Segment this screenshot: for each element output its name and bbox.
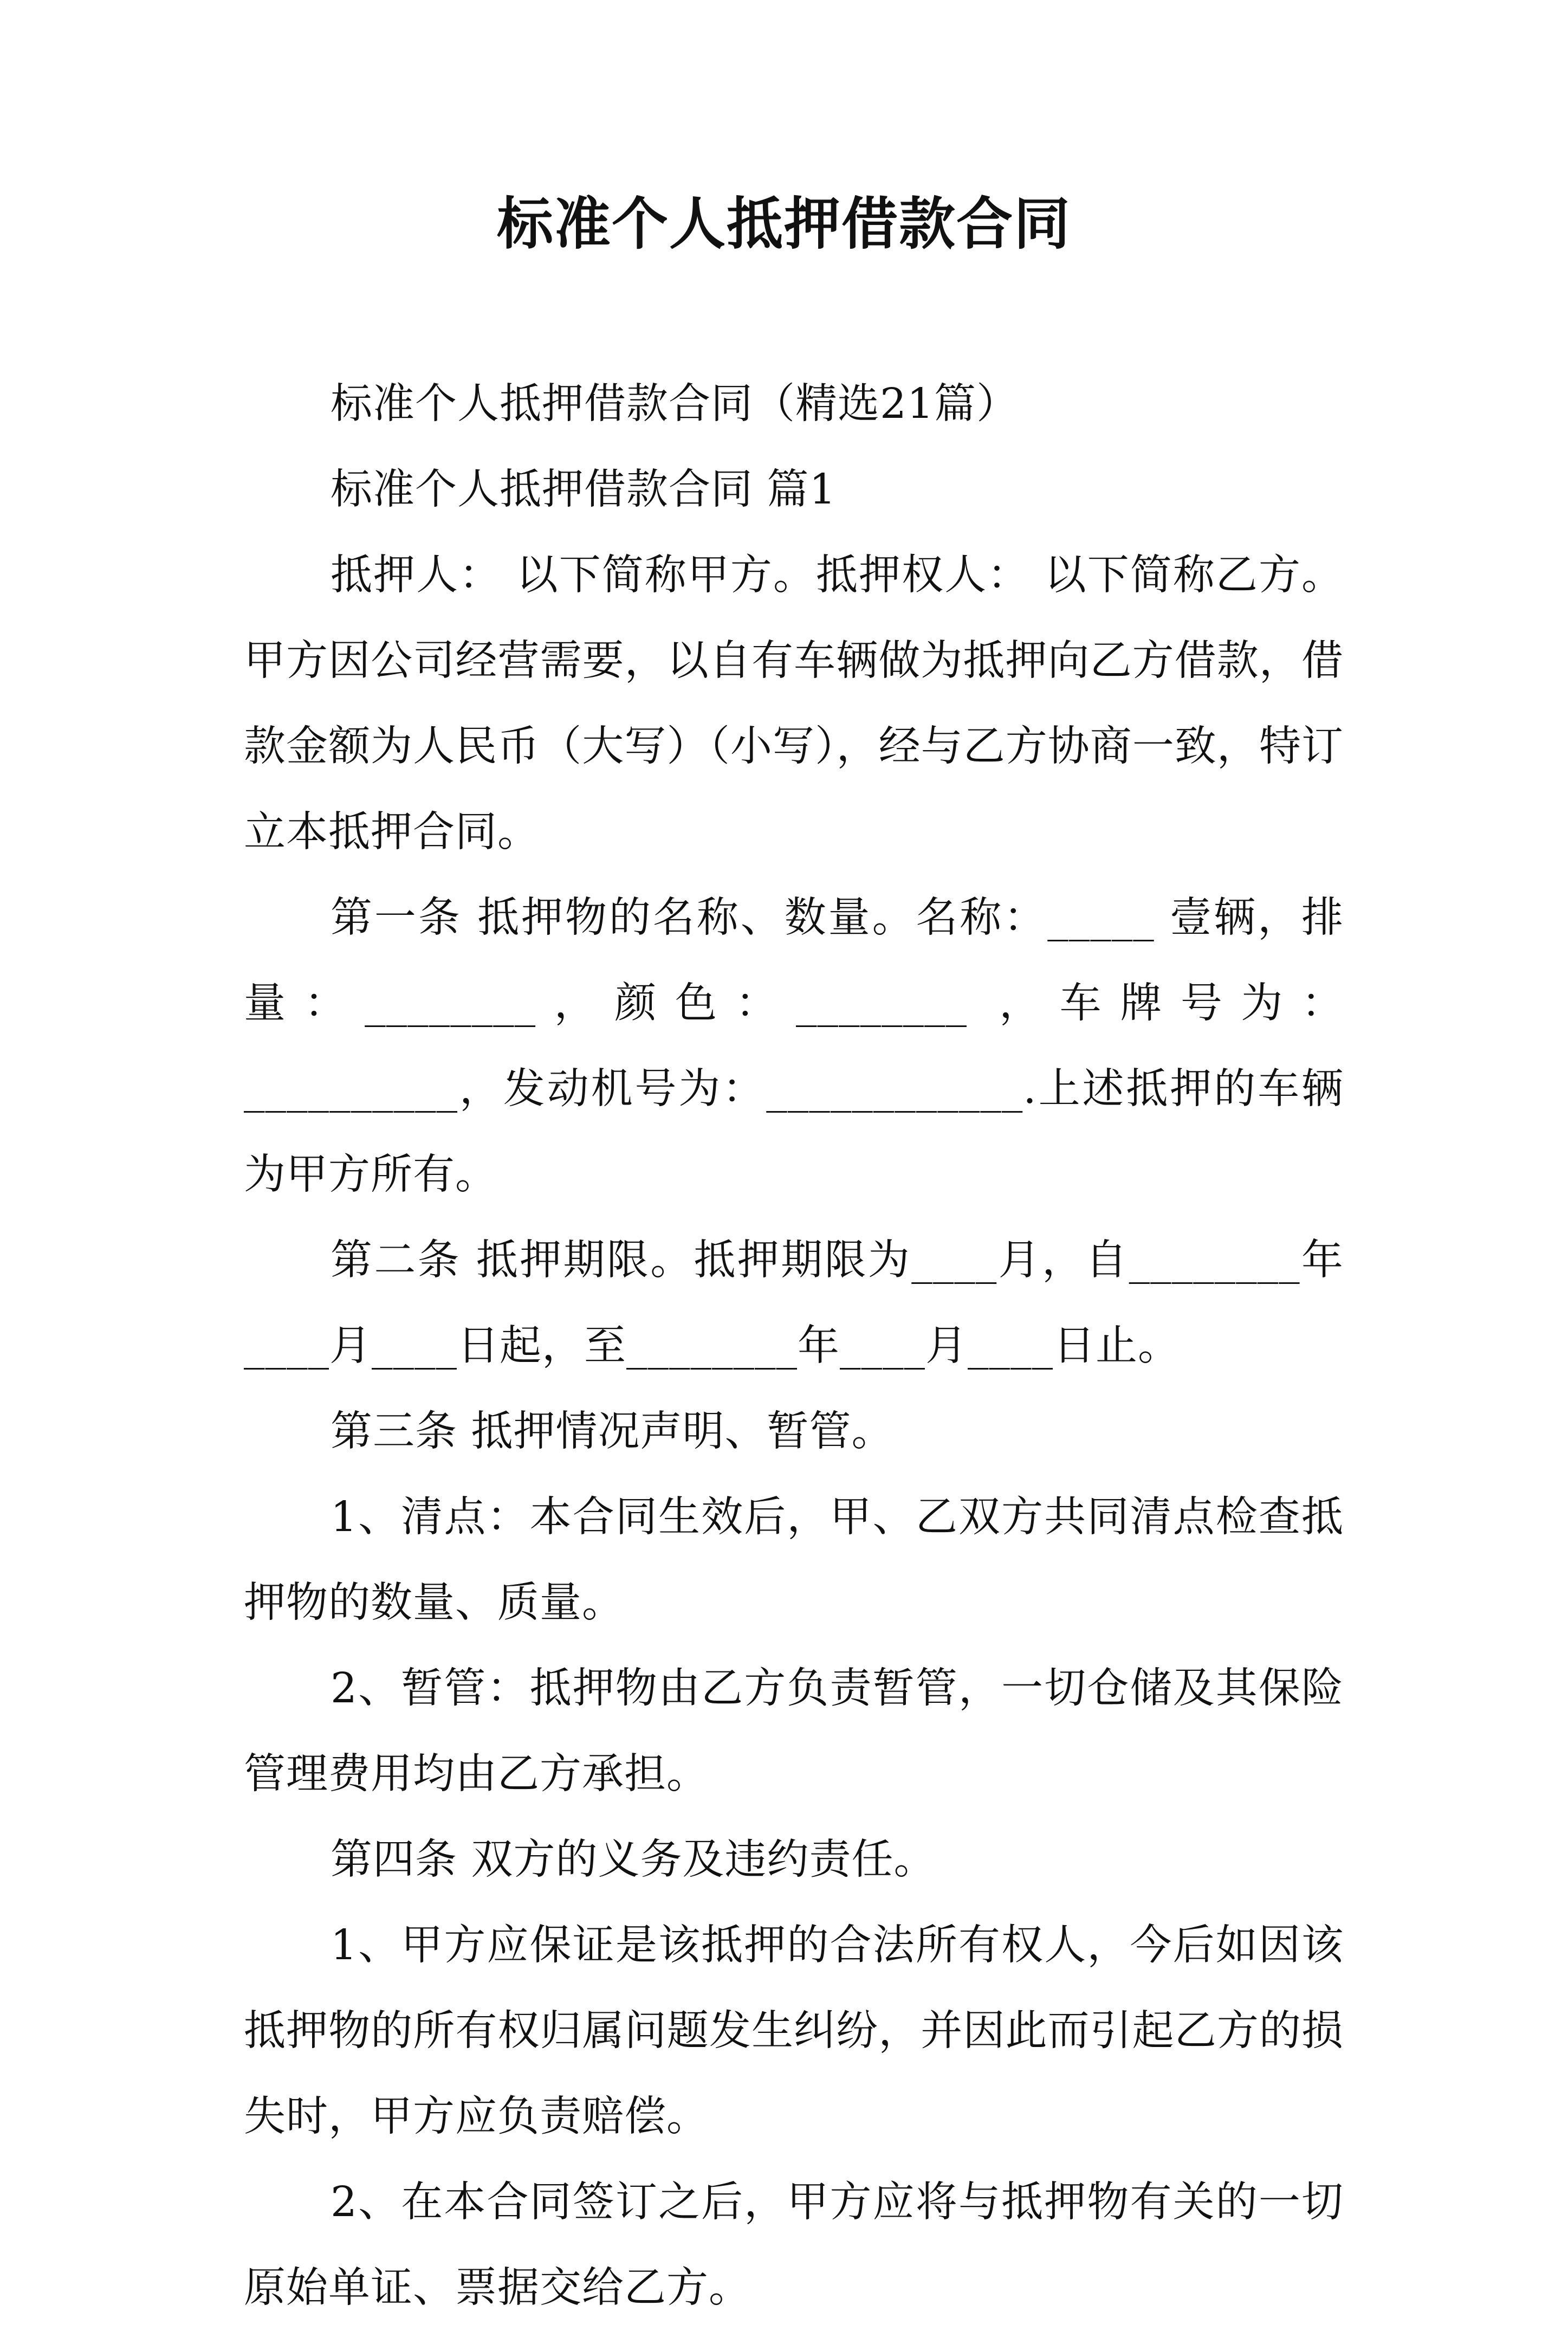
document-subtitle: 标准个人抵押借款合同（精选21篇） [331,380,1019,428]
article-3-item-1: 1、清点：本合同生效后，甲、乙双方共同清点检查抵押物的数量、质量。 [244,1493,1344,1627]
body-paragraph: 抵押人： 以下简称甲方。抵押权人： 以下简称乙方。甲方因公司经营需要，以自有车辆做为抵押向乙方借款，借款金额为人民币（大写）（小写），经与乙方协商一致，特订立本抵押合同。 [244,551,1344,856]
article-4-item-1: 1、甲方应保证是该抵押的合法所有权人，今后如因该抵押物的所有权归属问题发生纠纷，并因此而引起乙方的损失时，甲方应负责赔偿。 [244,1921,1344,2141]
article-4-heading: 第四条 双方的义务及违约责任。 [331,1836,936,1884]
article-2-paragraph: 第二条 抵押期限。抵押期限为____月，自________年____月____日起，至________年____月____日止。 [244,1236,1344,1370]
section-heading: 标准个人抵押借款合同 篇1 [331,466,837,514]
document-title: 标准个人抵押借款合同 [496,190,1071,257]
article-4-item-2: 2、在本合同签订之后，甲方应将与抵押物有关的一切原始单证、票据交给乙方。 [244,2178,1344,2312]
article-1-paragraph: 第一条 抵押物的名称、数量。名称：_____ 壹辆，排量：________，颜色：________ ，车牌号为：__________，发动机号为：____________.上述抵押的车辆为甲方所有。 [244,894,1344,1199]
article-3-heading: 第三条 抵押情况声明、暂管。 [331,1407,894,1456]
document-body [244,361,1344,2331]
article-3-item-2: 2、暂管：抵押物由乙方负责暂管，一切仓储及其保险管理费用均由乙方承担。 [244,1664,1344,1798]
